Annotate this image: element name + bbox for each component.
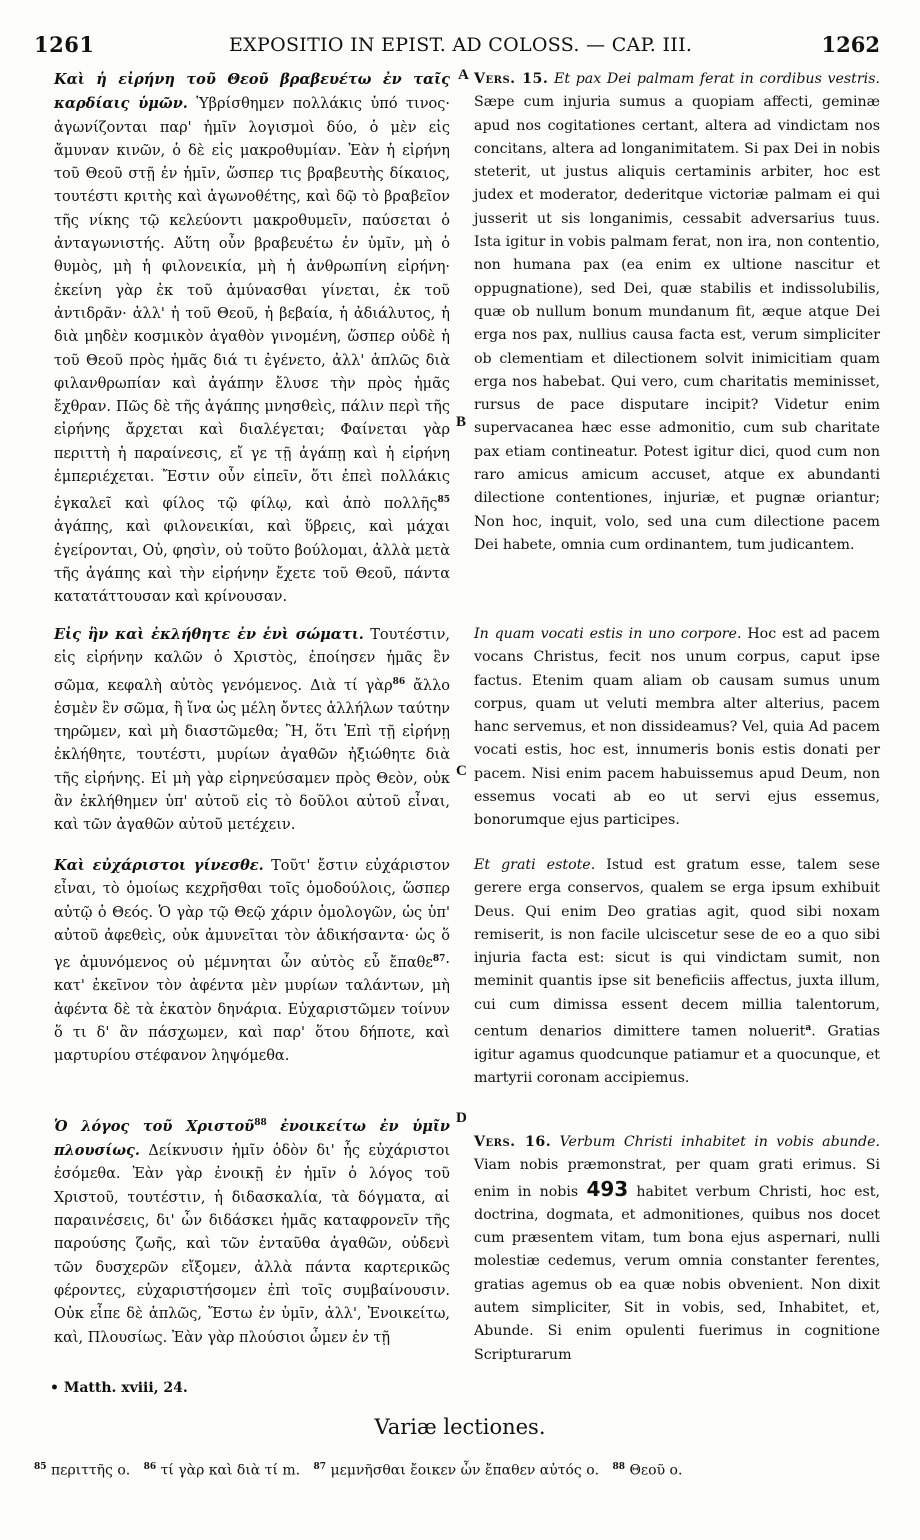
variant-reading: περιττῆς ο. (50, 1462, 131, 1479)
latin-text: habitet verbum Christi, hoc est, doctrina, dogmata, et admonitiones, quibus nos docet cum præsentem vitam, tum bona ejus aspernari, nulli molestiæ cedemus, verum omnia constanter ferentes, gratias agemus ob ea quæ nobis obvenient. Non dixit autem simpliciter, Sit in vobis, sed, Inhabitet, et, Abunde. Si enim opulenti fuerimus in cognitione Scripturarum (474, 1183, 880, 1363)
variant-number: 85 (34, 1462, 47, 1472)
latin-lemma: Et pax Dei palmam ferat in cordibus vestris. (554, 71, 880, 87)
latin-text: Sæpe cum injuria sumus a quopiam affecti, geminæ apud nos cogitationes certant, altera ad vindictam nos concitans, altera ad longanimitatem. Si pax Dei in nobis steterit, ut justus aliquis certaminis arbiter, hoc est judex et moderator, dederitque victoriæ palmam ei qui jusserit ut sis longanimis, cessabit adversarius tuus. Ista igitur in vobis palmam ferat, non ira, non contentio, non humana pax (ea enim ex ultione nascitur et oppugnatione), sed Dei, quæ stabilis et indissolubilis, quæ ob nullum bonum mundanum fit, æque atque Dei erga nos pax, nullius causa facta est, verum simpliciter ob clementiam et dilectionem solvit inimicitiam quam erga nos habebat. Qui vero, cum charitatis meminisset, rursus de pace disputare incipit? Videtur enim supervacanea hæc esse admonitio, cum sub charitate pax etiam contineatur. Potest igitur dici, quod cum non raro amicus amicum accuset, atque ex abundanti dilectione contentiones, injuriæ, et pugnæ oriantur; Non hoc, inquit, volo, sed una cum dilectione pacem Dei habete, omnia cum ordinantem, tum judicantem. (474, 94, 880, 553)
greek-text: Δείκνυσιν ἡμῖν ὁδὸν δι' ἧς εὐχάριστοι ἐσόμεθα. Ἐὰν γὰρ ἐνοικῇ ἐν ἡμῖν ὁ λόγος τοῦ Χριστοῦ, τουτέστιν, ἡ διδασκαλία, τὰ δόγματα, αἱ παραινέσεις, δι' ὧν διδάσκει ἡμᾶς καταφρονεῖν τῆς παρούσης ζωῆς, καὶ τῶν ἐνταῦθα ἀγαθῶν, οὐδενὶ τῶν δυσχερῶν εἴξομεν, ἀλλὰ πάντα καρτερικῶς φέροντες, εὐχαριστήσομεν ἐπὶ τοῖς συμβαίνουσιν. Οὐκ εἶπε δὲ ἁπλῶς, Ἔστω ἐν ὑμῖν, ἀλλ', Ἐνοικείτω, καὶ, Πλουσίως. Ἐὰν γὰρ πλούσιοι ὦμεν ἐν τῇ (54, 1143, 451, 1346)
greek-text: Τουτέστιν, εἰς εἰρήνην καλῶν ὁ Χριστὸς, ἐποίησεν ἡμᾶς ἓν σῶμα, κεφαλὴ αὐτὸς γενόμενος. Διὰ τί γὰρ (54, 627, 450, 694)
verse-number: Vers. 16. (474, 1134, 552, 1150)
latin-lemma: Verbum Christi inhabitet in vobis abunde. (559, 1134, 880, 1150)
greek-paragraph-15 (54, 68, 450, 610)
verse-number: Vers. 15. (474, 71, 549, 87)
greek-text: Ὑβρίσθημεν πολλάκις ὑπό τινος· ἀγωνίζονται παρ' ἡμῖν λογισμοὶ δύο, ὁ μὲν εἰς ἄμυναν κινῶν, ὁ δὲ εἰς μακροθυμίαν. Ἐὰν ἡ εἰρήνη τοῦ Θεοῦ στῇ ἐν ἡμῖν, ὥσπερ τις βραβευτὴς δίκαιος, τουτέστι κριτὴς καὶ ἀγωνοθέτης, καὶ δῷ τὸ βραβεῖον τῆς νίκης τῷ κελεύοντι μακροθυμεῖν, παύσεται ὁ ἀνταγωνιστής. Αὕτη οὖν βραβευέτω ἐν ὑμῖν, μὴ ὁ θυμὸς, μὴ ἡ φιλονεικία, μὴ ἡ ἀνθρωπίνη εἰρήνη· ἐκείνη γὰρ ἐκ τοῦ ἀμύνασθαι γίνεται, ἐκ τοῦ ἀντιδρᾶν· ἀλλ' ἡ τοῦ Θεοῦ, ἡ βεβαία, ἡ ἀδιάλυτος, ἡ διὰ μηδὲν κοσμικὸν ἀγαθὸν γινομένη, ὥσπερ οὐδὲ ἡ τοῦ Θεοῦ πρὸς ἡμᾶς διά τι ἐγένετο, ἀλλ' ἁπλῶς διὰ φιλανθρωπίαν καὶ ἀγάπην ἔλυσε τὴν πρὸς ἡμᾶς ἔχθραν. Πῶς δὲ τῆς ἀγάπης μνησθεὶς, πάλιν περὶ τῆς εἰρήνης ἄρχεται καὶ διαλέγεται; Φαίνεται γὰρ περιττὴ ἡ παραίνεσις, εἴ γε τῇ ἀγάπῃ καὶ ἡ εἰρήνη ἐμπεριέχεται. Ἔστιν οὖν εἰπεῖν, ὅτι ἐπεὶ πολλάκις ἐγκαλεῖ καὶ φίλος τῷ φίλῳ, καὶ ἀπὸ πολλῆς (54, 96, 450, 513)
variae-lectiones-title: Variæ lectiones. (374, 1415, 546, 1439)
footnote: • Matth. xviii, 24. (50, 1380, 188, 1396)
greek-text: ἀγάπης, καὶ φιλονεικίαι, καὶ ὕβρεις, καὶ μάχαι ἐγείρονται, Οὐ, φησὶν, οὐ τοῦτο βούλομαι, ἀλλὰ μετὰ τῆς ἀγάπης καὶ τὴν εἰρήνην ἔχετε τοῦ Θεοῦ, πάντα κατατάττουσαν καὶ κρίνουσαν. (54, 519, 450, 606)
variant-note-ref: 87 (432, 954, 446, 965)
running-title: EXPOSITIO IN EPIST. AD COLOSS. — CAP. III. (229, 34, 693, 56)
margin-letter-b: B (456, 414, 467, 430)
variant-number: 88 (612, 1462, 625, 1472)
margin-letter-d: D (456, 1110, 467, 1126)
greek-paragraph-eucharistoi (54, 854, 450, 1069)
greek-paragraph-16 (54, 1112, 450, 1350)
variant-reading: μεμνῆσθαι ἔοικεν ὧν ἔπαθεν αὐτός ο. (330, 1462, 600, 1479)
latin-paragraph-15 (474, 68, 880, 557)
latin-paragraph-grati (474, 854, 880, 1091)
latin-paragraph-in-quam (474, 623, 880, 833)
variant-note-ref: 88 (254, 1118, 267, 1128)
variant-note-ref: 86 (392, 676, 406, 687)
latin-text: Hoc est ad pacem vocans Christus, fecit nos unum corpus, caput ipse factus. Etenim quam aliam ob causam sumus unum corpus, quam ut veluti membra alter alterius, pacem hanc servemus, et non dissideamus? Vel, quia Ad pacem vocati estis, hoc est, innumeris bonis estis donati per pacem. Nisi enim pacem habuissemus apud Deum, non essemus vocati ab eo ut servi ejus essemus, bonorumque ejus participes. (474, 626, 880, 829)
latin-text: . Gratias igitur agamus quodcunque patiamur et a quocunque, et martyrii coronam accipiemus. (474, 1023, 880, 1087)
greek-text: · κατ' ἐκεῖνον τὸν ἀφέντα μὲν μυρίων ταλάντων, μὴ ἀφέντα δὲ τὰ ἑκατὸν δηνάρια. Εὐχαριστῶμεν τοίνυν ὅ τι δ' ἂν πάσχωμεν, καὶ παρ' ὅτου δήποτε, καὶ μαρτυρίου στέφανον ληψόμεθα. (54, 955, 450, 1065)
greek-text: Τοῦτ' ἔστιν εὐχάριστον εἶναι, τὸ ὁμοίως κεχρῆσθαι τοῖς ὁμοδούλοις, ὥσπερ αὐτῷ ὁ Θεός. Ὁ γὰρ τῷ Θεῷ χάριν ὁμολογῶν, ὡς ὑπ' αὐτοῦ ἀφεθεὶς, οὐκ ἀμυνεῖται τὸν ἀδικήσαντα· ὡς ὅ γε ἀμυνόμενος οὐ μέμνηται ὧν αὐτὸς εὖ ἔπαθε (54, 858, 450, 972)
greek-lemma: Καὶ ἡ εἰρήνη τοῦ Θεοῦ βραβευέτω ἐν ταῖς καρδίαις ὑμῶν. (54, 71, 450, 113)
variant-note-ref: 85 (437, 495, 450, 506)
latin-paragraph-16 (474, 1131, 880, 1367)
greek-text: ἄλλο ἐσμὲν ἓν σῶμα, ἢ ἵνα ὡς μέλη ὄντες ἀλλήλων ταύτην τηρῶμεν, καὶ μὴ διαστῶμεθα; Ἢ, ὅτι Ἐπὶ τῇ εἰρήνῃ ἐκλήθητε, τουτέστι, μυρίων ἀγαθῶν ἠξιώθητε διὰ τῆς εἰρήνης. Εἰ μὴ γὰρ εἰρηνεύσαμεν πρὸς Θεὸν, οὐκ ἂν ἐκλήθημεν ὑπ' αὐτοῦ εἰς τὸ δοῦλοι αὐτοῦ εἶναι, καὶ τῶν ἀγαθῶν αὐτοῦ μετέχειν. (54, 677, 450, 834)
variae-lectiones (34, 1462, 884, 1479)
variant-number: 87 (313, 1462, 327, 1472)
page-header (34, 32, 880, 62)
footnote-ref: a (805, 1023, 812, 1034)
greek-paragraph-eis-hen (54, 623, 450, 838)
column-number: 493 (586, 1176, 629, 1201)
variant-number: 86 (143, 1462, 157, 1472)
variant-reading: Θεοῦ ο. (629, 1462, 683, 1479)
greek-lemma: ἐνοικείτω ἐν ὑμῖν πλουσίως. (54, 1117, 450, 1160)
margin-letter-c: C (456, 763, 467, 779)
latin-text: Viam nobis præmonstrat, per quam grati erimus. Si enim in nobis (474, 1157, 880, 1200)
page-number-right: 1262 (821, 32, 880, 57)
greek-lemma: Εἰς ἣν καὶ ἐκλήθητε ἐν ἑνὶ σώματι. (54, 626, 364, 643)
margin-letter-a: A (458, 67, 469, 83)
latin-lemma: In quam vocati estis in uno corpore. (474, 626, 742, 642)
greek-lemma: Ὁ λόγος τοῦ Χριστοῦ (54, 1117, 255, 1135)
page-number-left: 1261 (34, 32, 95, 57)
latin-lemma: Et grati estote. (474, 857, 596, 873)
greek-lemma: Καὶ εὐχάριστοι γίνεσθε. (54, 857, 264, 874)
variant-reading: τί γὰρ καὶ διὰ τί m. (160, 1462, 301, 1479)
latin-text: Istud est gratum esse, talem sese gerere erga conservos, qualem se erga ipsum exhibuit Deus. Qui enim Deo gratias agit, quod sibi noxam remiserit, is non facile ulciscetur sese de eo a quo sibi injuria facta est: sicut is qui vindictam sumit, non meminit quantis ipse sit beneficiis affectus, juxta illum, cui cum dimissa essent decem millia talentorum, centum denarios dimittere tamen noluerit (474, 857, 880, 1040)
